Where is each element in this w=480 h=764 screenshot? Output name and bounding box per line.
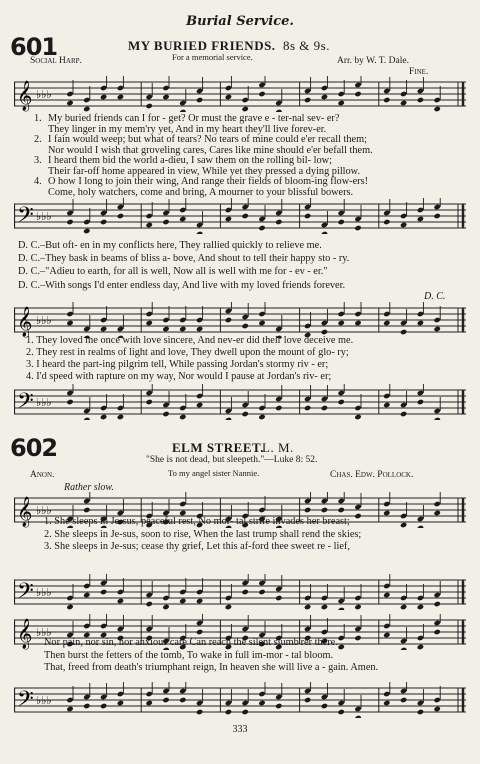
note-head <box>434 706 441 712</box>
note-head <box>242 323 249 329</box>
lyric-line <box>34 124 326 135</box>
note-head <box>417 320 424 326</box>
note-head <box>417 644 424 650</box>
note-head <box>100 414 107 420</box>
note-head <box>196 97 203 103</box>
note-head <box>434 417 441 420</box>
note-head <box>196 402 203 408</box>
note-head <box>304 213 311 219</box>
note-head <box>338 507 345 513</box>
lyric-line: D. C.–With songs I'd enter endless day, And live with my loved friends forever. <box>18 279 346 291</box>
lyric-line: 3. She sleeps in Je-sus; cease thy grief, Let this af-ford thee sweet re - lief, <box>44 541 350 552</box>
note-head <box>66 100 73 106</box>
note-head <box>434 106 441 112</box>
occasion-601: For a memorial service. <box>172 52 253 62</box>
clef-icon: 𝄢 <box>17 579 34 609</box>
note-head <box>196 231 203 234</box>
note-head <box>304 604 311 610</box>
lyric-line <box>34 134 367 145</box>
note-head <box>354 320 361 326</box>
note-head <box>338 399 345 405</box>
lyric-line <box>34 145 373 156</box>
key-signature-icon: ♭♭♭ <box>36 505 52 517</box>
verse-text: Come, holy watchers, come and bring, A mourner to your blissful bowers. <box>48 186 354 198</box>
key-signature-icon: ♭♭♭ <box>36 587 52 599</box>
note-head <box>258 700 265 706</box>
epigraph-602: "She is not dead, but sleepeth."—Luke 8: 52. <box>146 455 318 465</box>
key-signature-icon: ♭♭♭ <box>36 627 52 639</box>
note-head <box>338 100 345 106</box>
page-number: 333 <box>232 724 248 735</box>
note-head <box>338 644 345 650</box>
key-signature-icon: ♭♭♭ <box>36 695 52 707</box>
note-head <box>400 411 407 417</box>
note-head <box>83 592 90 598</box>
note-head <box>434 510 441 516</box>
note-head <box>117 213 124 219</box>
lyric-line <box>34 187 353 198</box>
note-head <box>258 225 265 231</box>
note-head <box>304 507 311 513</box>
verse-number: 1. <box>34 113 42 124</box>
note-head <box>66 399 73 405</box>
note-head <box>354 91 361 97</box>
music-staff-601-bass-1 <box>14 198 466 234</box>
dedication-602: To my angel sister Nannie. <box>168 468 260 478</box>
note-head <box>83 507 90 513</box>
note-head <box>162 94 169 100</box>
note-head <box>225 216 232 222</box>
note-head <box>383 402 390 408</box>
note-head <box>242 709 249 715</box>
note-head <box>417 97 424 103</box>
hymn-number-602: 602 <box>10 434 58 462</box>
note-head <box>146 103 153 109</box>
verse-text: My buried friends can I for - get? Or must the grave e - ter-nal sev- er? <box>48 113 340 124</box>
key-signature-icon: ♭♭♭ <box>36 211 52 223</box>
note-head <box>242 411 249 417</box>
note-head <box>66 604 73 610</box>
note-head <box>162 697 169 703</box>
lyric-line: D. C.–They bask in beams of bliss a- bove, And shout to tell their happy sto - ry. <box>18 253 350 265</box>
hymn-title-601: MY BURIED FRIENDS. <box>128 38 276 53</box>
note-head <box>338 320 345 326</box>
note-head <box>258 91 265 97</box>
lyric-line: That, freed from death's triumphant reign, In heaven she will live a - gain. Amen. <box>44 662 379 673</box>
note-head <box>434 213 441 219</box>
note-head <box>162 411 169 417</box>
note-head <box>66 219 73 225</box>
lyric-line <box>34 155 332 166</box>
note-head <box>400 697 407 703</box>
note-head <box>242 106 249 112</box>
verse-text: Their far-off home appeared in view, While yet they pressed a dying pillow. <box>48 165 361 177</box>
note-head <box>275 405 282 411</box>
note-head <box>354 715 361 718</box>
verse-text: I heard them bid the world a-dieu, I saw them on the rolling bil- low; <box>48 155 332 166</box>
clef-icon: 𝄞 <box>17 307 33 337</box>
note-head <box>179 109 186 112</box>
music-staff-601-treble-2 <box>14 302 466 338</box>
note-head <box>179 697 186 703</box>
note-head <box>321 507 328 513</box>
note-head <box>275 219 282 225</box>
note-head <box>100 94 107 100</box>
clef-icon: 𝄞 <box>17 81 33 111</box>
lyric-line: D. C.–"Adieu to earth, for all is well, Now all is well with me for - ev - er." <box>18 266 328 278</box>
note-head <box>400 604 407 610</box>
note-head <box>66 706 73 712</box>
clef-icon: 𝄢 <box>17 203 34 233</box>
author-602: Anon. <box>30 470 55 480</box>
note-head <box>196 629 203 635</box>
note-head <box>275 109 282 112</box>
note-head <box>354 604 361 610</box>
note-head <box>321 231 328 234</box>
lyric-line: 1. She sleeps in Je-sus, peaceful rest, No mor- tal strife invades her breast; <box>44 516 350 527</box>
note-head <box>383 219 390 225</box>
note-head <box>100 219 107 225</box>
note-head <box>146 320 153 326</box>
lyric-line: 4. I'd speed with rapture on my way, Nor would I pause at Jordan's riv- er; <box>26 371 332 382</box>
note-head <box>100 589 107 595</box>
music-staff-602-bass-2 <box>14 682 466 718</box>
note-head <box>66 320 73 326</box>
fine-mark: Fine. <box>409 67 429 77</box>
lyric-line <box>34 113 339 124</box>
clef-icon: 𝄞 <box>17 619 33 649</box>
note-head <box>117 414 124 420</box>
note-head <box>117 94 124 100</box>
note-head <box>383 97 390 103</box>
clef-icon: 𝄢 <box>17 687 34 717</box>
note-head <box>383 320 390 326</box>
composer-602: Chas. Edw. Pollock. <box>330 470 414 480</box>
clef-icon: 𝄞 <box>17 497 33 527</box>
note-head <box>383 632 390 638</box>
lyric-line: 2. They rest in realms of light and love, They dwell upon the mount of glo- ry; <box>26 347 349 358</box>
note-head <box>179 326 186 332</box>
note-head <box>275 595 282 601</box>
note-head <box>196 326 203 332</box>
hymn-meter-601: 8s & 9s. <box>283 38 330 53</box>
note-head <box>434 629 441 635</box>
note-head <box>258 320 265 326</box>
note-head <box>417 709 424 715</box>
key-signature-icon: ♭♭♭ <box>36 397 52 409</box>
verse-text: I fain would weep; but what of tears? No tears of mine could e'er recall them; <box>48 134 367 145</box>
arranger-601: Arr. by W. T. Dale. <box>337 56 409 66</box>
note-head <box>338 709 345 715</box>
note-head <box>354 414 361 420</box>
note-head <box>338 219 345 225</box>
note-head <box>417 216 424 222</box>
note-head <box>83 417 90 420</box>
note-head <box>258 589 265 595</box>
lyric-line: 2. She sleeps in Je-sus, soon to rise, When the last trump shall rend the skies; <box>44 528 362 540</box>
note-head <box>179 216 186 222</box>
tune-name-601: Social Harp. <box>30 56 82 66</box>
note-head <box>304 697 311 703</box>
note-head <box>162 219 169 225</box>
note-head <box>321 604 328 610</box>
verse-text: O how I long to join their wing, And range their fields of bloom-ing flow-ers! <box>48 176 369 187</box>
verse-number: 2. <box>34 134 42 145</box>
lyric-line: D. C.–But oft- en in my conflicts here, They rallied quickly to relieve me. <box>18 240 322 251</box>
note-head <box>354 513 361 519</box>
note-head <box>83 703 90 709</box>
note-head <box>434 601 441 607</box>
note-head <box>417 604 424 610</box>
note-head <box>434 326 441 332</box>
note-head <box>258 414 265 420</box>
note-head <box>383 592 390 598</box>
note-head <box>383 700 390 706</box>
note-head <box>417 525 424 528</box>
clef-icon: 𝄢 <box>17 389 34 419</box>
music-staff-601-treble-1 <box>14 76 466 112</box>
note-head <box>117 598 124 604</box>
verse-number: 3. <box>34 155 42 166</box>
lyric-line: 1. They loved me once with love sincere, And nev-er did their love deceive me. <box>26 335 354 346</box>
note-head <box>383 510 390 516</box>
note-head <box>146 601 153 607</box>
note-head <box>196 709 203 715</box>
dc-mark: D. C. <box>424 291 446 302</box>
note-head <box>225 709 232 715</box>
note-head <box>100 703 107 709</box>
note-head <box>179 598 186 604</box>
note-head <box>354 225 361 231</box>
hymn-meter-602: L. M. <box>262 440 294 455</box>
note-head <box>242 589 249 595</box>
note-head <box>225 604 232 610</box>
note-head <box>400 522 407 528</box>
note-head <box>146 700 153 706</box>
lyric-line <box>34 176 368 187</box>
note-head <box>321 94 328 100</box>
music-staff-601-bass-2 <box>14 384 466 420</box>
note-head <box>146 222 153 228</box>
note-head <box>100 326 107 332</box>
verse-number: 4. <box>34 176 42 187</box>
page-header: Burial Service. <box>186 14 294 29</box>
note-head <box>83 106 90 112</box>
note-head <box>304 97 311 103</box>
lyric-line: Then burst the fetters of the tomb, To wake in full im-mor - tal bloom. <box>44 649 334 661</box>
note-head <box>304 405 311 411</box>
note-head <box>400 222 407 228</box>
hymn-number-601: 601 <box>10 33 58 61</box>
note-head <box>225 317 232 323</box>
note-head <box>196 598 203 604</box>
note-head <box>146 399 153 405</box>
lyric-line: 3. I heard the part-ing pilgrim tell, While passing Jordan's stormy riv - er; <box>26 359 329 370</box>
note-head <box>354 635 361 641</box>
verse-text: They linger in my mem'ry yet, And in my heart they'll live forev-er. <box>48 123 327 135</box>
hymn-title-602: ELM STREET. <box>172 440 264 455</box>
note-head <box>321 405 328 411</box>
key-signature-icon: ♭♭♭ <box>36 89 52 101</box>
note-head <box>400 100 407 106</box>
key-signature-icon: ♭♭♭ <box>36 315 52 327</box>
note-head <box>275 703 282 709</box>
note-head <box>400 647 407 650</box>
note-head <box>400 329 407 335</box>
note-head <box>225 94 232 100</box>
verse-text: Nor would I wish that groveling cares, Cares like mine should e'er befall them. <box>48 144 373 156</box>
lyric-line <box>34 166 360 177</box>
note-head <box>321 703 328 709</box>
music-staff-602-bass-1 <box>14 574 466 610</box>
note-head <box>117 700 124 706</box>
note-head <box>162 604 169 610</box>
note-head <box>417 399 424 405</box>
note-head <box>162 326 169 332</box>
note-head <box>338 607 345 610</box>
note-head <box>83 228 90 234</box>
lyric-line: Nor pain, nor sin, nor anxious care Can reach the silent slumb'rer there. <box>44 637 338 648</box>
note-head <box>242 213 249 219</box>
note-head <box>225 417 232 420</box>
tempo-marking: Rather slow. <box>64 482 114 493</box>
note-head <box>179 414 186 420</box>
